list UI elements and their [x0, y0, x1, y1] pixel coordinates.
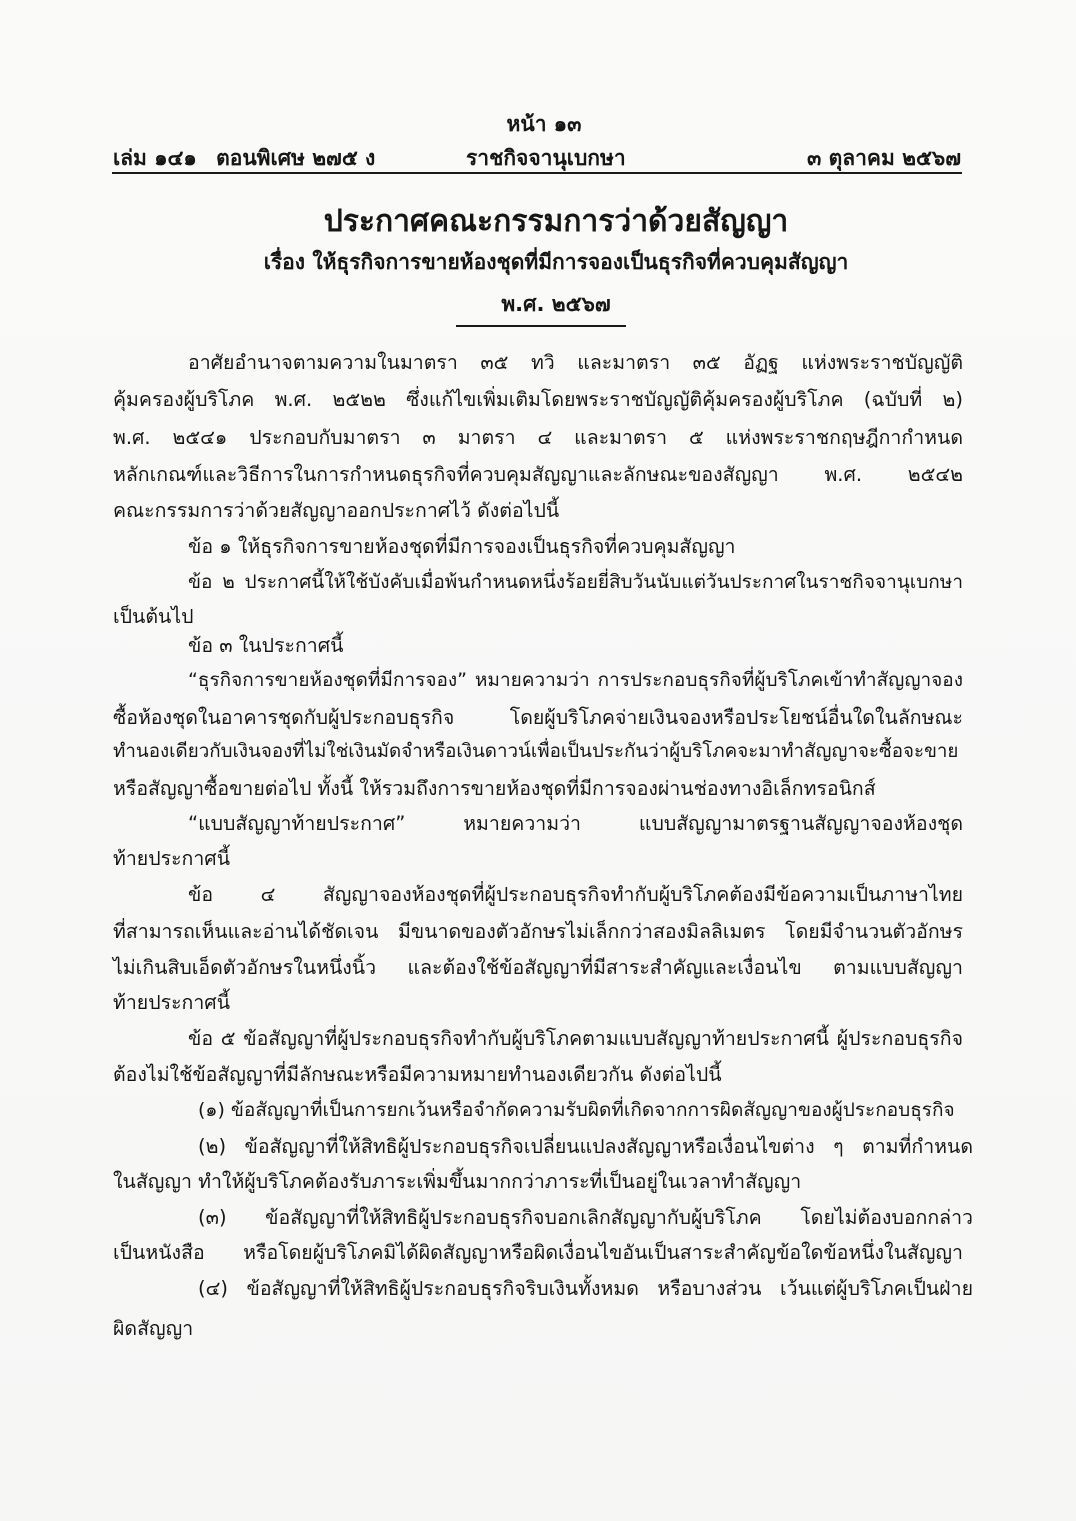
clause-1: ข้อ ๑ ให้ธุรกิจการขายห้องชุดที่มีการจองเป็นธุรกิจที่ควบคุมสัญญา — [188, 535, 736, 558]
publication-date: ๓ ตุลาคม ๒๕๖๗ — [806, 146, 961, 170]
body-line: เป็นต้นไป — [113, 605, 194, 628]
title-divider — [456, 325, 626, 327]
body-line: ซื้อห้องชุดในอาคารชุดกับผู้ประกอบธุรกิจ โดยผู้บริโภคจ่ายเงินจองหรือประโยชน์อื่นใดในลักษณะ — [113, 706, 963, 729]
announcement-title: ประกาศคณะกรรมการว่าด้วยสัญญา — [323, 204, 789, 239]
volume-label: เล่ม ๑๔๑ — [113, 146, 197, 170]
clause-4: ข้อ ๔ สัญญาจองห้องชุดที่ผู้ประกอบธุรกิจทำกับผู้บริโภคต้องมีข้อความเป็นภาษาไทย — [188, 883, 963, 906]
body-line: ในสัญญา ทำให้ผู้บริโภคต้องรับภาระเพิ่มขึ้นมากกว่าภาระที่เป็นอยู่ในเวลาทำสัญญา — [113, 1170, 802, 1193]
body-line: อาศัยอำนาจตามความในมาตรา ๓๕ ทวิ และมาตรา ๓๕ อัฏฐ แห่งพระราชบัญญัติ — [188, 351, 963, 374]
page-number: หน้า ๑๓ — [506, 112, 582, 136]
body-line: พ.ศ. ๒๕๔๑ ประกอบกับมาตรา ๓ มาตรา ๔ และมาตรา ๕ แห่งพระราชกฤษฎีกากำหนด — [113, 426, 963, 449]
body-line: ทำนองเดียวกับเงินจองที่ไม่ใช่เงินมัดจำหรือเงินดาวน์เพื่อเป็นประกันว่าผู้บริโภคจะมาทำสัญญาจะซื้อจะขาย — [113, 741, 959, 762]
announcement-subject: เรื่อง ให้ธุรกิจการขายห้องชุดที่มีการจองเป็นธุรกิจที่ควบคุมสัญญา — [263, 250, 849, 274]
body-line: ท้ายประกาศนี้ — [113, 847, 231, 870]
gazette-name: ราชกิจจานุเบกษา — [466, 146, 626, 170]
sub-item-4: (๔) ข้อสัญญาที่ให้สิทธิผู้ประกอบธุรกิจริบเงินทั้งหมด หรือบางส่วน เว้นแต่ผู้บริโภคเป็นฝ่าย — [198, 1277, 973, 1300]
clause-2: ข้อ ๒ ประกาศนี้ให้ใช้บังคับเมื่อพ้นกำหนดหนึ่งร้อยยี่สิบวันนับแต่วันประกาศในราชกิจจานุเบกษา — [188, 571, 963, 593]
body-line: เป็นหนังสือ หรือโดยผู้บริโภคมิได้ผิดสัญญาหรือผิดเงื่อนไขอันเป็นสาระสำคัญข้อใดข้อหนึ่งในสัญญา — [113, 1241, 963, 1264]
definition-line: “ธุรกิจการขายห้องชุดที่มีการจอง” หมายความว่า การประกอบธุรกิจที่ผู้บริโภคเข้าทำสัญญาจอง — [188, 669, 963, 691]
body-line: คณะกรรมการว่าด้วยสัญญาออกประกาศไว้ ดังต่อไปนี้ — [113, 499, 560, 522]
body-line: คุ้มครองผู้บริโภค พ.ศ. ๒๕๒๒ ซึ่งแก้ไขเพิ่มเติมโดยพระราชบัญญัติคุ้มครองผู้บริโภค (ฉบับที่ ๒) — [113, 388, 963, 411]
announcement-year: พ.ศ. ๒๕๖๗ — [501, 292, 611, 316]
body-line: ต้องไม่ใช้ข้อสัญญาที่มีลักษณะหรือมีความหมายทำนองเดียวกัน ดังต่อไปนี้ — [113, 1063, 722, 1086]
body-line: ผิดสัญญา — [113, 1317, 194, 1340]
definition-line: “แบบสัญญาท้ายประกาศ” หมายความว่า แบบสัญญามาตรฐานสัญญาจองห้องชุด — [188, 812, 963, 835]
body-line: ท้ายประกาศนี้ — [113, 991, 231, 1014]
clause-3: ข้อ ๓ ในประกาศนี้ — [188, 634, 344, 657]
body-line: ที่สามารถเห็นและอ่านได้ชัดเจน มีขนาดของตัวอักษรไม่เล็กกว่าสองมิลลิเมตร โดยมีจำนวนตัวอักษร — [113, 920, 963, 943]
body-line: หลักเกณฑ์และวิธีการในการกำหนดธุรกิจที่ควบคุมสัญญาและลักษณะของสัญญา พ.ศ. ๒๕๔๒ — [113, 463, 963, 486]
header-divider — [112, 172, 962, 174]
sub-item-1: (๑) ข้อสัญญาที่เป็นการยกเว้นหรือจำกัดความรับผิดที่เกิดจากการผิดสัญญาของผู้ประกอบธุรกิจ — [198, 1099, 955, 1121]
clause-5: ข้อ ๕ ข้อสัญญาที่ผู้ประกอบธุรกิจทำกับผู้บริโภคตามแบบสัญญาท้ายประกาศนี้ ผู้ประกอบธุรกิจ — [188, 1027, 963, 1050]
sub-item-2: (๒) ข้อสัญญาที่ให้สิทธิผู้ประกอบธุรกิจเปลี่ยนแปลงสัญญาหรือเงื่อนไขต่าง ๆ ตามที่กำหนด — [198, 1135, 973, 1158]
header-volume-issue — [113, 142, 387, 175]
issue-label: ตอนพิเศษ ๒๗๕ ง — [216, 146, 376, 170]
sub-item-3: (๓) ข้อสัญญาที่ให้สิทธิผู้ประกอบธุรกิจบอกเลิกสัญญากับผู้บริโภค โดยไม่ต้องบอกกล่าว — [198, 1206, 973, 1229]
body-line: ไม่เกินสิบเอ็ดตัวอักษรในหนึ่งนิ้ว และต้องใช้ข้อสัญญาที่มีสาระสำคัญและเงื่อนไข ตามแบบสัญญา — [113, 956, 963, 979]
body-line: หรือสัญญาซื้อขายต่อไป ทั้งนี้ ให้รวมถึงการขายห้องชุดที่มีการจองผ่านช่องทางอิเล็กทรอนิกส์ — [113, 777, 876, 800]
